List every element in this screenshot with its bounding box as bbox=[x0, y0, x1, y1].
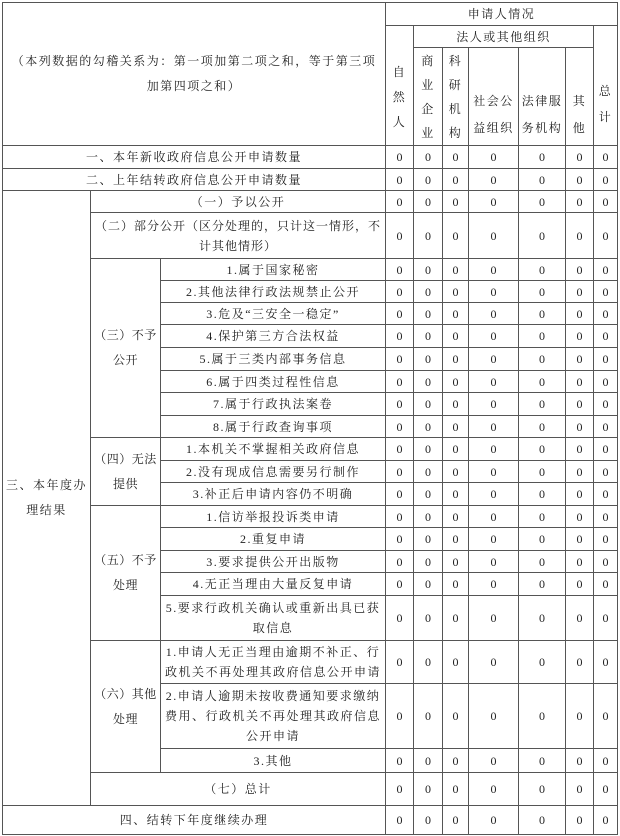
value-commercial-enterprise: 0 bbox=[414, 461, 443, 483]
header-total bbox=[594, 26, 618, 146]
value-public-welfare-org: 0 bbox=[469, 749, 519, 773]
row-label-not-disclosed-4: 4.保护第三方合法权益 bbox=[161, 325, 386, 348]
value-commercial-enterprise: 0 bbox=[414, 213, 443, 259]
header-total-label: 总计 bbox=[598, 83, 613, 124]
value-research-institution: 0 bbox=[443, 573, 469, 596]
value-total: 0 bbox=[594, 506, 618, 528]
value-public-welfare-org: 0 bbox=[469, 169, 519, 191]
header-legal-person-group: 法人或其他组织 bbox=[414, 26, 594, 48]
row-label-other-handling-3: 3.其他 bbox=[161, 749, 386, 773]
header-natural-person bbox=[386, 26, 414, 146]
value-public-welfare-org: 0 bbox=[469, 393, 519, 416]
value-other: 0 bbox=[566, 596, 594, 641]
value-commercial-enterprise: 0 bbox=[414, 259, 443, 281]
value-research-institution: 0 bbox=[443, 596, 469, 641]
row-label-not-processed-5: 5.要求行政机关确认或重新出具已获取信息 bbox=[161, 596, 386, 641]
value-other: 0 bbox=[566, 281, 594, 303]
value-total: 0 bbox=[594, 169, 618, 191]
value-natural-person: 0 bbox=[386, 596, 414, 641]
value-research-institution: 0 bbox=[443, 213, 469, 259]
value-legal-service-org: 0 bbox=[519, 438, 566, 461]
value-research-institution: 0 bbox=[443, 416, 469, 438]
group-label-handling-results: 三、本年度办理结果 bbox=[3, 191, 91, 806]
value-other: 0 bbox=[566, 749, 594, 773]
value-legal-service-org: 0 bbox=[519, 596, 566, 641]
row-label-not-processed-3: 3.要求提供公开出版物 bbox=[161, 551, 386, 573]
value-public-welfare-org: 0 bbox=[469, 461, 519, 483]
value-commercial-enterprise: 0 bbox=[414, 325, 443, 348]
value-total: 0 bbox=[594, 213, 618, 259]
value-public-welfare-org: 0 bbox=[469, 371, 519, 393]
value-research-institution: 0 bbox=[443, 169, 469, 191]
value-research-institution: 0 bbox=[443, 684, 469, 749]
value-public-welfare-org: 0 bbox=[469, 596, 519, 641]
value-legal-service-org: 0 bbox=[519, 506, 566, 528]
value-research-institution: 0 bbox=[443, 259, 469, 281]
value-natural-person: 0 bbox=[386, 213, 414, 259]
row-label-unable-to-provide-3: 3.补正后申请内容仍不明确 bbox=[161, 483, 386, 506]
value-natural-person: 0 bbox=[386, 303, 414, 325]
value-public-welfare-org: 0 bbox=[469, 348, 519, 371]
value-public-welfare-org: 0 bbox=[469, 506, 519, 528]
value-total: 0 bbox=[594, 461, 618, 483]
value-legal-service-org: 0 bbox=[519, 371, 566, 393]
table-row bbox=[3, 806, 618, 835]
value-total: 0 bbox=[594, 749, 618, 773]
value-commercial-enterprise: 0 bbox=[414, 551, 443, 573]
value-other: 0 bbox=[566, 641, 594, 684]
value-legal-service-org: 0 bbox=[519, 393, 566, 416]
value-total: 0 bbox=[594, 325, 618, 348]
row-label-partially-disclosed: （二）部分公开（区分处理的，只计这一情形，不计其他情形） bbox=[91, 213, 386, 259]
value-other: 0 bbox=[566, 551, 594, 573]
table-row bbox=[3, 259, 618, 281]
value-research-institution: 0 bbox=[443, 325, 469, 348]
value-total: 0 bbox=[594, 773, 618, 806]
value-other: 0 bbox=[566, 348, 594, 371]
value-public-welfare-org: 0 bbox=[469, 191, 519, 213]
value-other: 0 bbox=[566, 506, 594, 528]
value-legal-service-org: 0 bbox=[519, 806, 566, 835]
table-row bbox=[3, 213, 618, 259]
value-natural-person: 0 bbox=[386, 371, 414, 393]
value-public-welfare-org: 0 bbox=[469, 259, 519, 281]
header-public-welfare-org bbox=[469, 48, 519, 146]
value-research-institution: 0 bbox=[443, 749, 469, 773]
row-label-not-disclosed-7: 7.属于行政执法案卷 bbox=[161, 393, 386, 416]
row-label-new-requests: 一、本年新收政府信息公开申请数量 bbox=[3, 146, 386, 169]
value-legal-service-org: 0 bbox=[519, 641, 566, 684]
header-commercial-enterprise bbox=[414, 48, 443, 146]
value-other: 0 bbox=[566, 416, 594, 438]
value-legal-service-org: 0 bbox=[519, 773, 566, 806]
value-commercial-enterprise: 0 bbox=[414, 506, 443, 528]
value-other: 0 bbox=[566, 213, 594, 259]
value-legal-service-org: 0 bbox=[519, 146, 566, 169]
value-natural-person: 0 bbox=[386, 773, 414, 806]
value-other: 0 bbox=[566, 191, 594, 213]
header-research-institution-label: 科研机构 bbox=[448, 53, 463, 140]
value-research-institution: 0 bbox=[443, 528, 469, 551]
value-natural-person: 0 bbox=[386, 749, 414, 773]
row-label-not-processed-1: 1.信访举报投诉类申请 bbox=[161, 506, 386, 528]
row-label-not-disclosed-8: 8.属于行政查询事项 bbox=[161, 416, 386, 438]
table-row bbox=[3, 641, 618, 684]
value-public-welfare-org: 0 bbox=[469, 773, 519, 806]
value-legal-service-org: 0 bbox=[519, 259, 566, 281]
value-total: 0 bbox=[594, 259, 618, 281]
header-other bbox=[566, 48, 594, 146]
value-legal-service-org: 0 bbox=[519, 573, 566, 596]
row-label-not-disclosed-2: 2.其他法律行政法规禁止公开 bbox=[161, 281, 386, 303]
value-commercial-enterprise: 0 bbox=[414, 483, 443, 506]
value-legal-service-org: 0 bbox=[519, 684, 566, 749]
header-legal-service-org-label: 法律服务机构 bbox=[521, 94, 563, 135]
value-total: 0 bbox=[594, 551, 618, 573]
value-legal-service-org: 0 bbox=[519, 348, 566, 371]
value-natural-person: 0 bbox=[386, 438, 414, 461]
row-label-other-handling-2: 2.申请人逾期未按收费通知要求缴纳费用、行政机关不再处理其政府信息公开申请 bbox=[161, 684, 386, 749]
value-research-institution: 0 bbox=[443, 146, 469, 169]
value-other: 0 bbox=[566, 325, 594, 348]
value-public-welfare-org: 0 bbox=[469, 483, 519, 506]
value-public-welfare-org: 0 bbox=[469, 438, 519, 461]
value-natural-person: 0 bbox=[386, 483, 414, 506]
table-row bbox=[3, 506, 618, 528]
value-natural-person: 0 bbox=[386, 528, 414, 551]
disclosure-statistics-table bbox=[2, 2, 618, 835]
value-natural-person: 0 bbox=[386, 169, 414, 191]
value-natural-person: 0 bbox=[386, 684, 414, 749]
value-other: 0 bbox=[566, 393, 594, 416]
value-natural-person: 0 bbox=[386, 348, 414, 371]
value-research-institution: 0 bbox=[443, 393, 469, 416]
value-total: 0 bbox=[594, 281, 618, 303]
value-commercial-enterprise: 0 bbox=[414, 806, 443, 835]
value-commercial-enterprise: 0 bbox=[414, 348, 443, 371]
value-natural-person: 0 bbox=[386, 191, 414, 213]
row-label-not-disclosed-6: 6.属于四类过程性信息 bbox=[161, 371, 386, 393]
value-other: 0 bbox=[566, 684, 594, 749]
row-label-carried-over-requests: 二、上年结转政府信息公开申请数量 bbox=[3, 169, 386, 191]
value-legal-service-org: 0 bbox=[519, 303, 566, 325]
value-legal-service-org: 0 bbox=[519, 483, 566, 506]
value-commercial-enterprise: 0 bbox=[414, 438, 443, 461]
value-natural-person: 0 bbox=[386, 641, 414, 684]
value-legal-service-org: 0 bbox=[519, 528, 566, 551]
row-label-not-disclosed-3: 3.危及“三安全一稳定” bbox=[161, 303, 386, 325]
value-public-welfare-org: 0 bbox=[469, 528, 519, 551]
value-natural-person: 0 bbox=[386, 461, 414, 483]
value-legal-service-org: 0 bbox=[519, 169, 566, 191]
table-body bbox=[3, 3, 618, 835]
value-legal-service-org: 0 bbox=[519, 213, 566, 259]
value-research-institution: 0 bbox=[443, 506, 469, 528]
group-label-unable-to-provide: （四）无法提供 bbox=[91, 438, 161, 506]
row-label-total: （七）总计 bbox=[91, 773, 386, 806]
value-total: 0 bbox=[594, 573, 618, 596]
value-public-welfare-org: 0 bbox=[469, 146, 519, 169]
row-label-not-disclosed-1: 1.属于国家秘密 bbox=[161, 259, 386, 281]
value-legal-service-org: 0 bbox=[519, 551, 566, 573]
value-research-institution: 0 bbox=[443, 641, 469, 684]
header-natural-person-label: 自然人 bbox=[392, 65, 407, 129]
value-commercial-enterprise: 0 bbox=[414, 169, 443, 191]
row-label-not-processed-2: 2.重复申请 bbox=[161, 528, 386, 551]
value-commercial-enterprise: 0 bbox=[414, 641, 443, 684]
value-research-institution: 0 bbox=[443, 483, 469, 506]
value-commercial-enterprise: 0 bbox=[414, 191, 443, 213]
value-natural-person: 0 bbox=[386, 325, 414, 348]
value-other: 0 bbox=[566, 303, 594, 325]
value-public-welfare-org: 0 bbox=[469, 573, 519, 596]
value-research-institution: 0 bbox=[443, 461, 469, 483]
table-row bbox=[3, 191, 618, 213]
value-total: 0 bbox=[594, 348, 618, 371]
header-legal-service-org bbox=[519, 48, 566, 146]
value-research-institution: 0 bbox=[443, 191, 469, 213]
table-row bbox=[3, 169, 618, 191]
value-research-institution: 0 bbox=[443, 348, 469, 371]
row-label-not-disclosed-5: 5.属于三类内部事务信息 bbox=[161, 348, 386, 371]
value-total: 0 bbox=[594, 371, 618, 393]
row-label-other-handling-1: 1.申请人无正当理由逾期不补正、行政机关不再处理其政府信息公开申请 bbox=[161, 641, 386, 684]
value-natural-person: 0 bbox=[386, 806, 414, 835]
value-public-welfare-org: 0 bbox=[469, 281, 519, 303]
value-other: 0 bbox=[566, 573, 594, 596]
value-public-welfare-org: 0 bbox=[469, 641, 519, 684]
header-applicant-situation: 申请人情况 bbox=[386, 3, 618, 26]
value-commercial-enterprise: 0 bbox=[414, 416, 443, 438]
value-total: 0 bbox=[594, 416, 618, 438]
value-commercial-enterprise: 0 bbox=[414, 749, 443, 773]
value-other: 0 bbox=[566, 438, 594, 461]
value-other: 0 bbox=[566, 528, 594, 551]
value-commercial-enterprise: 0 bbox=[414, 303, 443, 325]
value-commercial-enterprise: 0 bbox=[414, 773, 443, 806]
value-total: 0 bbox=[594, 191, 618, 213]
value-total: 0 bbox=[594, 806, 618, 835]
row-label-carried-to-next-year: 四、结转下年度继续办理 bbox=[3, 806, 386, 835]
value-other: 0 bbox=[566, 169, 594, 191]
value-total: 0 bbox=[594, 641, 618, 684]
group-label-not-processed: （五）不予处理 bbox=[91, 506, 161, 641]
value-commercial-enterprise: 0 bbox=[414, 573, 443, 596]
value-natural-person: 0 bbox=[386, 393, 414, 416]
header-note: （本列数据的勾稽关系为：第一项加第二项之和，等于第三项加第四项之和） bbox=[3, 3, 386, 146]
value-natural-person: 0 bbox=[386, 259, 414, 281]
header-research-institution bbox=[443, 48, 469, 146]
value-legal-service-org: 0 bbox=[519, 325, 566, 348]
value-legal-service-org: 0 bbox=[519, 416, 566, 438]
value-legal-service-org: 0 bbox=[519, 461, 566, 483]
value-total: 0 bbox=[594, 146, 618, 169]
value-research-institution: 0 bbox=[443, 773, 469, 806]
value-total: 0 bbox=[594, 596, 618, 641]
value-natural-person: 0 bbox=[386, 551, 414, 573]
value-natural-person: 0 bbox=[386, 506, 414, 528]
group-label-other-handling: （六）其他处理 bbox=[91, 641, 161, 773]
value-research-institution: 0 bbox=[443, 806, 469, 835]
value-public-welfare-org: 0 bbox=[469, 551, 519, 573]
value-natural-person: 0 bbox=[386, 146, 414, 169]
value-legal-service-org: 0 bbox=[519, 281, 566, 303]
value-legal-service-org: 0 bbox=[519, 749, 566, 773]
value-public-welfare-org: 0 bbox=[469, 416, 519, 438]
value-public-welfare-org: 0 bbox=[469, 213, 519, 259]
value-commercial-enterprise: 0 bbox=[414, 596, 443, 641]
value-research-institution: 0 bbox=[443, 281, 469, 303]
value-other: 0 bbox=[566, 461, 594, 483]
row-label-not-processed-4: 4.无正当理由大量反复申请 bbox=[161, 573, 386, 596]
row-label-unable-to-provide-1: 1.本机关不掌握相关政府信息 bbox=[161, 438, 386, 461]
value-other: 0 bbox=[566, 259, 594, 281]
value-research-institution: 0 bbox=[443, 438, 469, 461]
value-other: 0 bbox=[566, 483, 594, 506]
value-public-welfare-org: 0 bbox=[469, 684, 519, 749]
value-commercial-enterprise: 0 bbox=[414, 684, 443, 749]
value-research-institution: 0 bbox=[443, 551, 469, 573]
value-public-welfare-org: 0 bbox=[469, 325, 519, 348]
value-other: 0 bbox=[566, 371, 594, 393]
value-research-institution: 0 bbox=[443, 371, 469, 393]
value-natural-person: 0 bbox=[386, 281, 414, 303]
value-commercial-enterprise: 0 bbox=[414, 281, 443, 303]
row-label-unable-to-provide-2: 2.没有现成信息需要另行制作 bbox=[161, 461, 386, 483]
header-other-label: 其他 bbox=[572, 94, 587, 135]
table-row bbox=[3, 773, 618, 806]
value-other: 0 bbox=[566, 773, 594, 806]
row-label-disclosed: （一）予以公开 bbox=[91, 191, 386, 213]
value-commercial-enterprise: 0 bbox=[414, 371, 443, 393]
value-public-welfare-org: 0 bbox=[469, 303, 519, 325]
value-research-institution: 0 bbox=[443, 303, 469, 325]
group-label-not-disclosed: （三）不予公开 bbox=[91, 259, 161, 438]
table-row bbox=[3, 146, 618, 169]
value-total: 0 bbox=[594, 393, 618, 416]
value-other: 0 bbox=[566, 806, 594, 835]
header-row bbox=[3, 3, 618, 26]
value-other: 0 bbox=[566, 146, 594, 169]
value-commercial-enterprise: 0 bbox=[414, 528, 443, 551]
value-public-welfare-org: 0 bbox=[469, 806, 519, 835]
value-total: 0 bbox=[594, 528, 618, 551]
value-total: 0 bbox=[594, 438, 618, 461]
value-commercial-enterprise: 0 bbox=[414, 393, 443, 416]
table-row bbox=[3, 438, 618, 461]
value-commercial-enterprise: 0 bbox=[414, 146, 443, 169]
value-natural-person: 0 bbox=[386, 416, 414, 438]
header-public-welfare-org-label: 社会公益组织 bbox=[473, 94, 514, 135]
header-commercial-enterprise-label: 商业企业 bbox=[421, 53, 435, 140]
value-total: 0 bbox=[594, 684, 618, 749]
value-legal-service-org: 0 bbox=[519, 191, 566, 213]
value-total: 0 bbox=[594, 303, 618, 325]
value-total: 0 bbox=[594, 483, 618, 506]
value-natural-person: 0 bbox=[386, 573, 414, 596]
